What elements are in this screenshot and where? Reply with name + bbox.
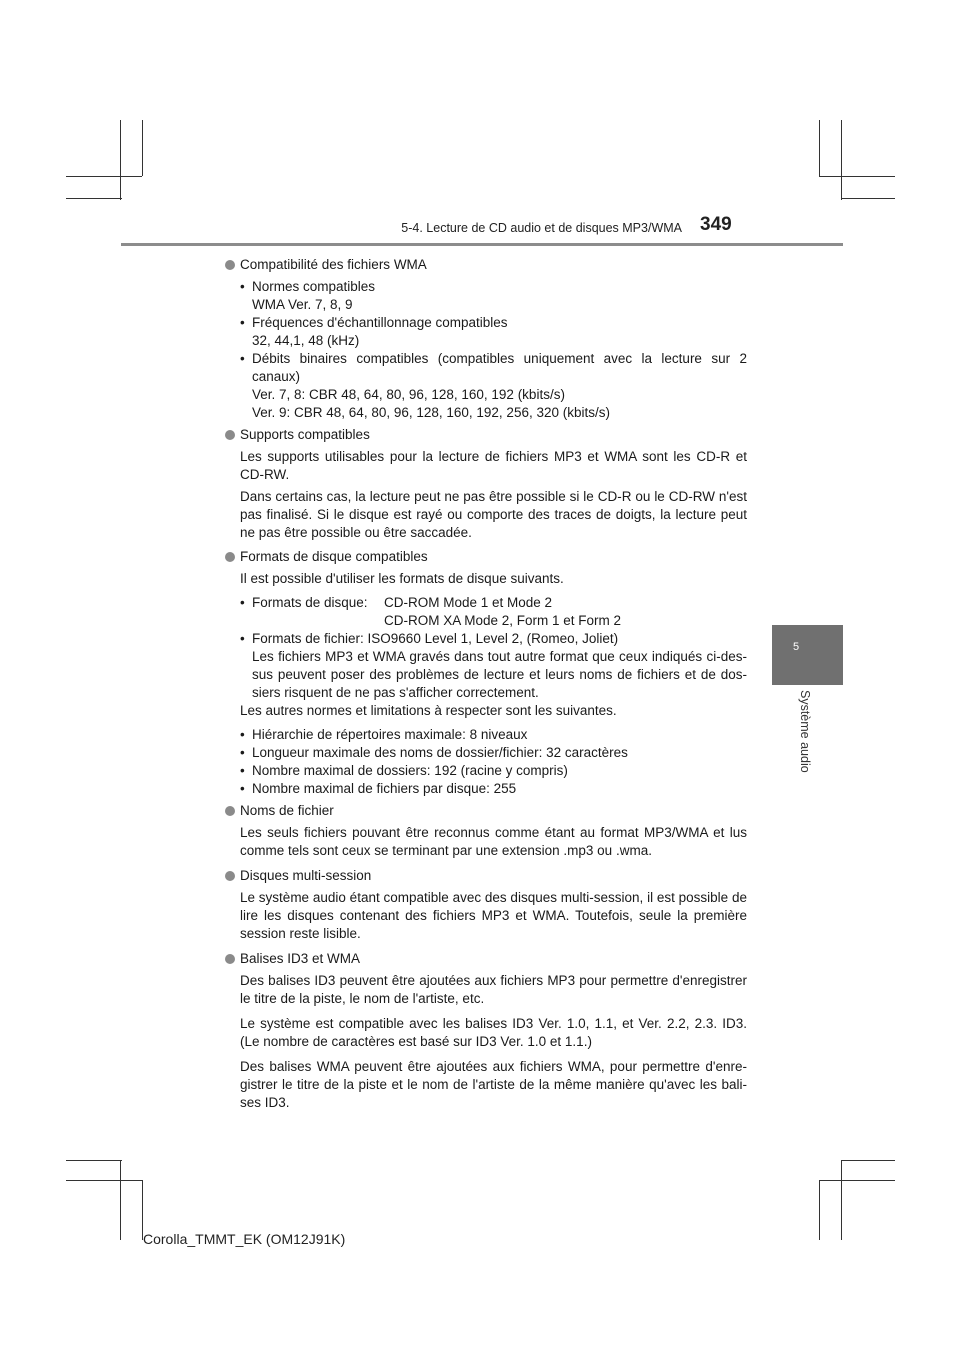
section-heading: Supports compatibles <box>240 427 370 442</box>
paragraph: Le système audio étant compatible avec des disques multi-session, il est possible de lire les disques contenant des fichiers MP3 et WMA. Toutefois, seule la première session reste lisible. <box>240 890 747 941</box>
chapter-label: Système audio <box>798 690 812 773</box>
list-item: • Nombre maximal de fichiers par disque: 255 <box>240 781 517 796</box>
chapter-tab <box>772 625 843 685</box>
list-item: • Normes compatibles <box>240 279 376 294</box>
crop-mark <box>841 120 842 200</box>
list-item: • Nombre maximal de dossiers: 192 (racine y compris) <box>240 763 568 778</box>
paragraph: Des balises ID3 peuvent être ajoutées aux fichiers MP3 pour permettre d'enregistrer le titre de la piste, le nom de l'artiste, etc. <box>240 973 747 1006</box>
list-item: • Formats de fichier: ISO9660 Level 1, Level 2, (Romeo, Joliet) <box>240 631 619 646</box>
section-heading: Compatibilité des fichiers WMA <box>240 257 427 272</box>
list-item-value: Ver. 7, 8: CBR 48, 64, 80, 96, 128, 160, 192 (kbits/s) <box>252 387 565 402</box>
list-item-value: WMA Ver. 7, 8, 9 <box>252 297 353 312</box>
section-heading: Balises ID3 et WMA <box>240 951 361 966</box>
section-names <box>223 802 747 860</box>
crop-mark <box>120 1160 121 1240</box>
section-heading: Noms de fichier <box>240 803 334 818</box>
crop-mark <box>819 120 820 176</box>
list-item: • Hiérarchie de répertoires maximale: 8 niveaux <box>240 727 528 742</box>
bullet-icon <box>225 552 235 562</box>
list-item: • Fréquences d'échantillonnage compatibles <box>240 315 508 330</box>
bullet-icon <box>225 430 235 440</box>
crop-mark <box>841 1160 842 1240</box>
paragraph: Les autres normes et limitations à respecter sont les suivantes. <box>240 703 617 718</box>
paragraph: Les supports utilisables pour la lecture de fichiers MP3 et WMA sont les CD-R et CD-RW. <box>240 449 747 482</box>
crop-mark <box>66 1160 122 1161</box>
main-content <box>223 256 747 1112</box>
bullet-icon <box>225 954 235 964</box>
paragraph: Il est possible d'utiliser les formats de disque suivants. <box>240 571 564 586</box>
section-formats <box>223 548 747 798</box>
crop-mark <box>66 176 142 177</box>
bullet-icon <box>225 871 235 881</box>
chapter-number: 5 <box>792 641 800 653</box>
paragraph: Dans certains cas, la lecture peut ne pas être possible si le CD-R ou le CD-RW n'est pas finalisé. Si le disque est rayé ou comporte des traces de doigts, la lecture peut ne pas être possible ou être saccadée. <box>240 489 747 540</box>
crop-mark <box>819 176 895 177</box>
section-heading: Disques multi-session <box>240 868 372 883</box>
section-tags <box>223 950 747 1112</box>
list-item-value: 32, 44,1, 48 (kHz) <box>252 333 360 348</box>
crop-mark <box>819 1180 895 1181</box>
list-item: • Débits binaires compatibles (compatibles uniquement avec la lecture sur 2 canaux) <box>240 351 747 384</box>
crop-mark <box>66 1180 142 1181</box>
list-item: • Formats de disque: CD-ROM Mode 1 et Mode 2 <box>240 595 553 610</box>
list-item-value: Ver. 9: CBR 48, 64, 80, 96, 128, 160, 192, 256, 320 (kbits/s) <box>252 405 610 420</box>
crop-mark <box>142 120 143 176</box>
section-heading: Formats de disque compatibles <box>240 549 428 564</box>
running-header: 5-4. Lecture de CD audio et de disques MP3/WMA <box>401 221 682 235</box>
section-wma <box>223 256 747 422</box>
section-supports <box>223 426 747 542</box>
header-rule <box>121 243 843 246</box>
paragraph: Les seuls fichiers pouvant être reconnus comme étant au format MP3/WMA et lus comme tels sont ceux se terminant par une extension .mp3 ou .wma. <box>240 825 747 858</box>
paragraph: Le système est compatible avec les balises ID3 Ver. 1.0, 1.1, et Ver. 2.2, 2.3. ID3. (Le nombre de caractères est basé sur ID3 Ver. 1.0 et 1.1.) <box>240 1016 747 1049</box>
crop-mark <box>819 1180 820 1240</box>
bullet-icon <box>225 806 235 816</box>
crop-mark <box>841 1160 895 1161</box>
list-item-value: CD-ROM XA Mode 2, Form 1 et Form 2 <box>384 613 622 628</box>
crop-mark <box>66 198 122 199</box>
page-number: 349 <box>700 214 732 235</box>
list-item: • Longueur maximale des noms de dossier/fichier: 32 caractères <box>240 745 628 760</box>
paragraph: Des balises WMA peuvent être ajoutées aux fichiers WMA, pour permettre d'enre-gistrer le titre de la piste et le nom de l'artiste de la même manière qu'avec les bali-ses ID3. <box>240 1059 747 1110</box>
list-item-note: Les fichiers MP3 et WMA gravés dans tout autre format que ceux indiqués ci-des-sus peuvent poser des problèmes de lecture et leurs noms de fichiers et de dos-siers risquent de ne pas s'afficher correctement. <box>252 649 747 700</box>
footer-doc-code: Corolla_TMMT_EK (OM12J91K) <box>143 1231 346 1247</box>
crop-mark <box>120 120 121 200</box>
section-multisession <box>223 867 747 943</box>
bullet-icon <box>225 260 235 270</box>
crop-mark <box>841 198 895 199</box>
